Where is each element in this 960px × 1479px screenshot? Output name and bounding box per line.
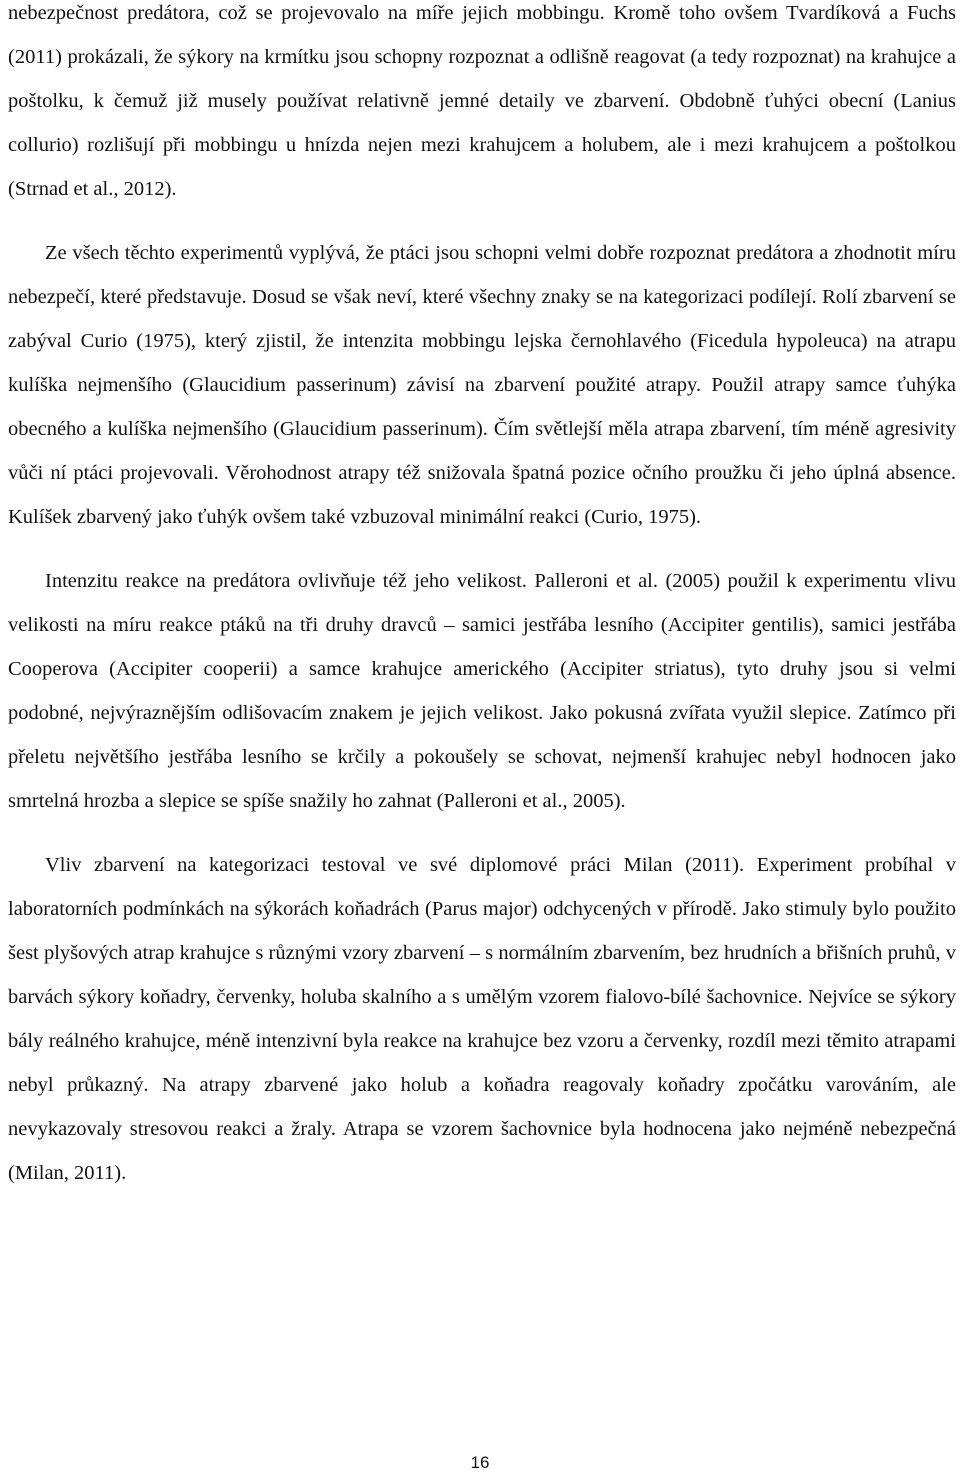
page-number: 16	[470, 1453, 490, 1472]
document-page	[8, 0, 956, 1195]
paragraph-1: nebezpečnost predátora, což se projevovalo na míře jejich mobbingu. Kromě toho ovšem Tvardíková a Fuchs (2011) prokázali, že sýkory na krmítku jsou schopny rozpoznat a odlišně reagovat (a tedy rozpoznat) na krahujce a poštolku, k čemuž již musely používat relativně jemné detaily ve zbarvení. Obdobně ťuhýci obecní (Lanius collurio) rozlišují při mobbingu u hnízda nejen mezi krahujcem a holubem, ale i mezi krahujcem a poštolkou (Strnad et al., 2012).	[8, 2, 956, 200]
paragraph-3: Intenzitu reakce na predátora ovlivňuje též jeho velikost. Palleroni et al. (2005) použil k experimentu vlivu velikosti na míru reakce ptáků na tři druhy dravců – samici jestřába lesního (Accipiter gentilis), samici jestřába Cooperova (Accipiter cooperii) a samce krahujce amerického (Accipiter striatus), tyto druhy jsou si velmi podobné, nejvýraznějším odlišovacím znakem je jejich velikost. Jako pokusná zvířata využil slepice. Zatímco při přeletu největšího jestřába lesního se krčily a pokoušely se schovat, nejmenší krahujec nebyl hodnocen jako smrtelná hrozba a slepice se spíše snažily ho zahnat (Palleroni et al., 2005).	[8, 570, 956, 812]
paragraph-2: Ze všech těchto experimentů vyplývá, že ptáci jsou schopni velmi dobře rozpoznat predátora a zhodnotit míru nebezpečí, které představuje. Dosud se však neví, které všechny znaky se na kategorizaci podílejí. Rolí zbarvení se zabýval Curio (1975), který zjistil, že intenzita mobbingu lejska černohlavého (Ficedula hypoleuca) na atrapu kulíška nejmenšího (Glaucidium passerinum) závisí na zbarvení použité atrapy. Použil atrapy samce ťuhýka obecného a kulíška nejmenšího (Glaucidium passerinum). Čím světlejší měla atrapa zbarvení, tím méně agresivity vůči ní ptáci projevovali. Věrohodnost atrapy též snižovala špatná pozice očního proužku či jeho úplná absence. Kulíšek zbarvený jako ťuhýk ovšem také vzbuzoval minimální reakci (Curio, 1975).	[8, 242, 956, 528]
paragraph-4: Vliv zbarvení na kategorizaci testoval ve své diplomové práci Milan (2011). Experiment probíhal v laboratorních podmínkách na sýkorách koňadrách (Parus major) odchycených v přírodě. Jako stimuly bylo použito šest plyšových atrap krahujce s různými vzory zbarvení – s normálním zbarvením, bez hrudních a břišních pruhů, v barvách sýkory koňadry, červenky, holuba skalního a s umělým vzorem fialovo-bílé šachovnice. Nejvíce se sýkory bály reálného krahujce, méně intenzivní byla reakce na krahujce bez vzoru a červenky, rozdíl mezi těmito atrapami nebyl průkazný. Na atrapy zbarvené jako holub a koňadra reagovaly koňadry zpočátku varováním, ale nevykazovaly stresovou reakci a žraly. Atrapa se vzorem šachovnice byla hodnocena jako nejméně nebezpečná (Milan, 2011).	[8, 854, 956, 1184]
